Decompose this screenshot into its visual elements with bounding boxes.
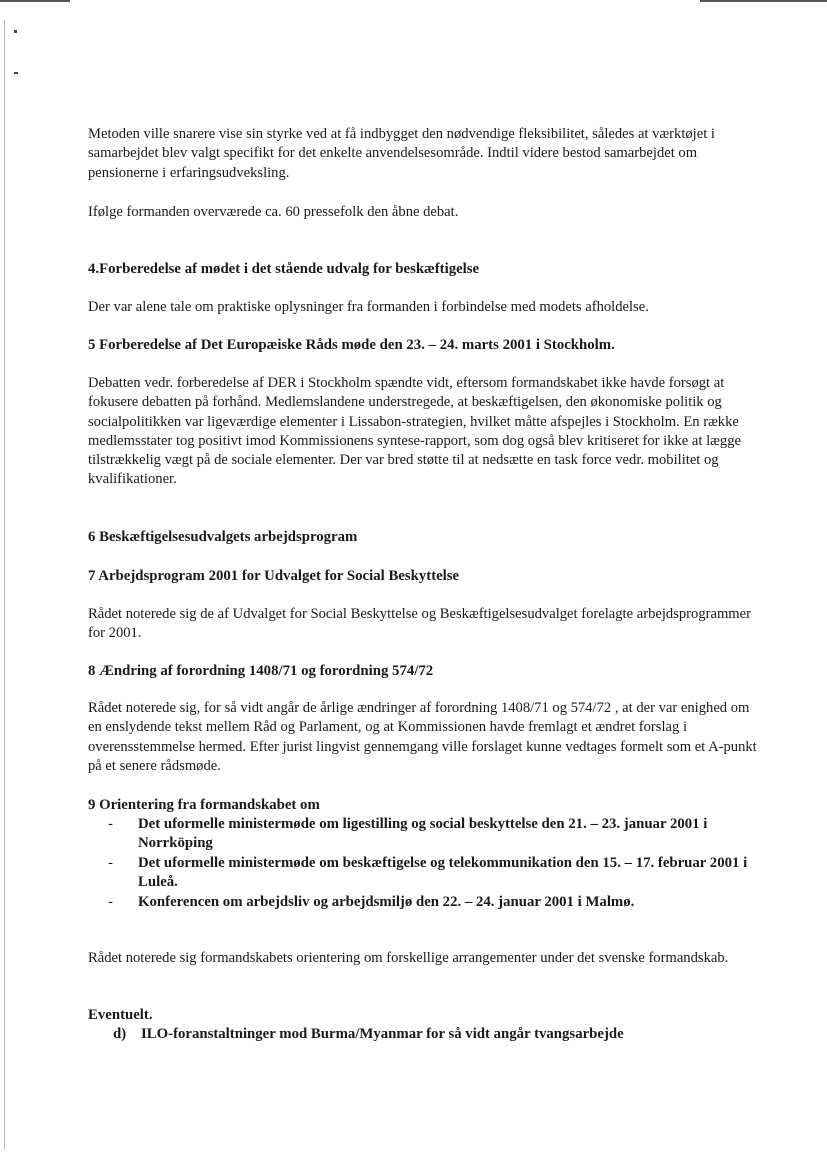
- paragraph-section-5: Debatten vedr. forberedelse af DER i Stockholm spændte vidt, eftersom formandskabet ikke havde forsøgt at fokusere debatten på forhånd. Medlemslandene understregede, at beskæftigelsen, den økonomiske politik og socialpolitikken var ligeværdige elementer i Lissabon-strategien, hvilket måtte afspejles i Stockholm. En række medlemsstater tog positivt imod Kommissionens syntese-rapport, som dog også blev kritiseret for ikke at lægge tilstrækkelig vægt på de sociale elementer. Der var bred støtte til at nedsætte en task force vedr. mobilitet og kvalifikationer.: [88, 375, 741, 488]
- list-item-text: Det uformelle ministermøde om beskæftigelse og telekommunikation den 15. – 17. februar 2001 i Luleå.: [138, 854, 748, 891]
- scan-edge-top-left: [0, 0, 70, 2]
- heading-section-7: 7 Arbejdsprogram 2001 for Udvalget for Social Beskyttelse: [88, 568, 460, 584]
- list-item: [108, 815, 758, 854]
- heading-eventuelt: Eventuelt.: [88, 1007, 153, 1023]
- paragraph-pressefolk: Ifølge formanden overværede ca. 60 pressefolk den åbne debat.: [88, 204, 459, 220]
- eventuelt-item-d: [113, 1026, 624, 1043]
- list-item-text: Det uformelle ministermøde om ligestilling og social beskyttelse den 21. – 23. januar 2001 i Norrköping: [138, 816, 708, 852]
- heading-section-6: 6 Beskæftigelsesudvalgets arbejdsprogram: [88, 529, 358, 545]
- paragraph-section-9: Rådet noterede sig formandskabets orientering om forskellige arrangementer under det svenske formandskab.: [88, 950, 729, 966]
- item-text: ILO-foranstaltninger mod Burma/Myanmar for så vidt angår tvangsarbejde: [141, 1026, 624, 1042]
- bullet-dash: -: [108, 816, 113, 832]
- scan-edge-top-right: [700, 0, 827, 2]
- scan-speck: [14, 72, 18, 74]
- paragraph-section-4: Der var alene tale om praktiske oplysninger fra formanden i forbindelse med modets afholdelse.: [88, 299, 649, 315]
- heading-section-8: 8 Ændring af forordning 1408/71 og forordning 574/72: [88, 663, 434, 679]
- bullet-dash: -: [108, 893, 113, 910]
- paragraph-metoden: Metoden ville snarere vise sin styrke ved at få indbygget den nødvendige fleksibilitet, således at værktøjet i samarbejdet blev valgt specifikt for det enkelte anvendelsesområde. Indtil videre bestod samarbejdet om pensionerne i erfaringsudveksling.: [88, 126, 715, 181]
- scan-edge-left: [4, 20, 5, 1150]
- item-label: d): [113, 1026, 127, 1042]
- list-item-text: Konferencen om arbejdsliv og arbejdsmiljø den 22. – 24. januar 2001 i Malmø.: [138, 893, 635, 910]
- list-item: [108, 893, 758, 912]
- list-item: [108, 854, 758, 893]
- section-9-bullet-list: [108, 815, 758, 912]
- paragraph-section-7: Rådet noterede sig de af Udvalget for Social Beskyttelse og Beskæftigelsesudvalget forelagte arbejdsprogrammer for 2001.: [88, 606, 751, 642]
- scan-speck: [14, 30, 17, 33]
- bullet-dash: -: [108, 854, 113, 871]
- heading-section-9: 9 Orientering fra formandskabet om: [88, 797, 320, 813]
- heading-section-5: 5 Forberedelse af Det Europæiske Råds møde den 23. – 24. marts 2001 i Stockholm.: [88, 337, 615, 353]
- paragraph-section-8: Rådet noterede sig, for så vidt angår de årlige ændringer af forordning 1408/71 og 574/72 , at der var enighed om en enslydende tekst mellem Råd og Parlament, og at Kommissionen havde fremlagt et ændret forslag i overensstemmelse hermed. Efter jurist lingvist gennemgang ville forslaget kunne vedtages formelt som et A-punkt på et senere rådsmøde.: [88, 700, 757, 774]
- heading-section-4: 4.Forberedelse af mødet i det stående udvalg for beskæftigelse: [88, 261, 480, 277]
